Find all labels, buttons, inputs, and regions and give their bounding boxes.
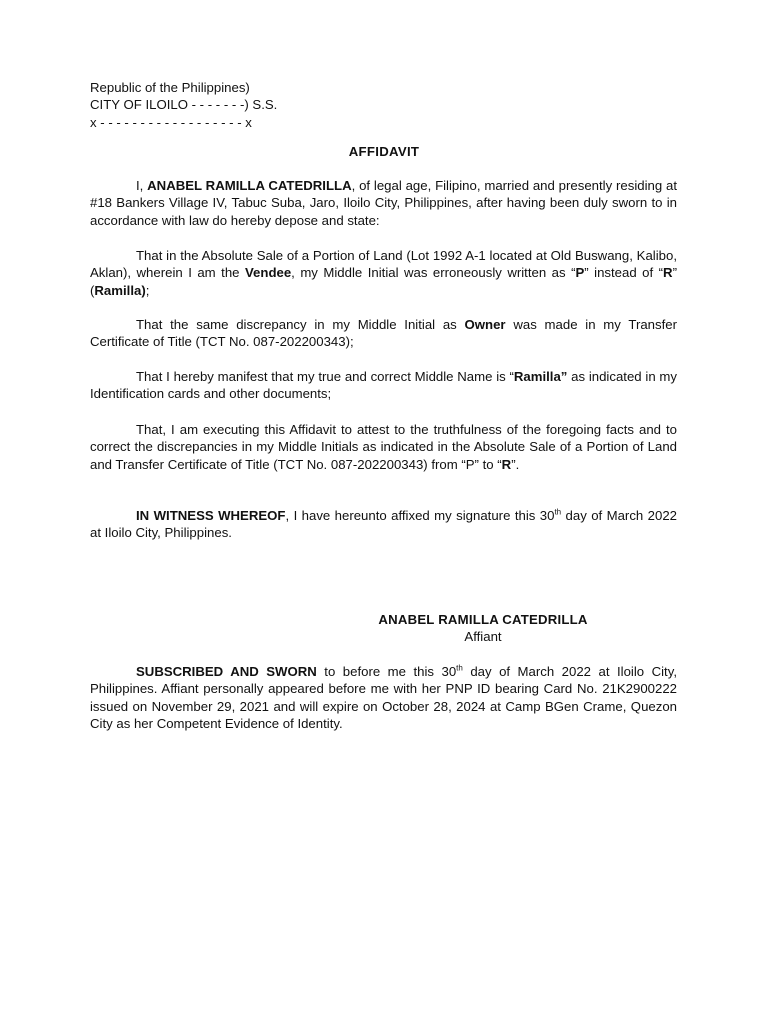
ramilla-bold: Ramilla” xyxy=(513,369,568,384)
paragraph-owner-discrepancy xyxy=(90,316,677,351)
text: was made in my Transfer Certificate of Title (TCT No. 087-202200343); xyxy=(90,317,677,350)
venue-line-separator: x - - - - - - - - - - - - - - - - - - x xyxy=(90,114,252,130)
witness-whereof-bold: IN WITNESS WHEREOF xyxy=(136,508,286,523)
affiant-signature-name: ANABEL RAMILLA CATEDRILLA xyxy=(378,612,588,627)
paragraph-true-middle-name xyxy=(90,368,677,403)
text: ” ( xyxy=(90,265,677,298)
initial-r-bold: R xyxy=(663,265,673,281)
vendee-bold: Vendee xyxy=(244,265,292,281)
signature-block xyxy=(366,611,600,646)
text: , of legal age, Filipino, married and presently residing at #18 Bankers Village IV, Tabuc Suba, Jaro, Iloilo City, Philippines, after having been duly sworn to in accordance with law do hereby depose and state: xyxy=(90,178,677,228)
text: day of March 2022 at Iloilo City, Philippines. Affiant personally appeared before me with her PNP ID bearing Card No. 21K2900222 issued on November 29, 2021 and will expire on October 28, 2024 at Camp BGen Crame, Quezon City as her Competent Evidence of Identity. xyxy=(90,664,677,732)
ordinal-suffix: th xyxy=(456,663,463,673)
text: day of March 2022 at Iloilo City, Philippines. xyxy=(90,508,677,541)
text: ”. xyxy=(511,456,520,472)
ordinal-suffix: th xyxy=(554,507,562,517)
text: , my Middle Initial was erroneously written as “ xyxy=(291,265,576,281)
paragraph-witness-whereof xyxy=(90,507,677,542)
venue-line-city: CITY OF ILOILO - - - - - - -) S.S. xyxy=(90,97,278,113)
paragraph-purpose xyxy=(90,421,677,473)
text: That, I am executing this Affidavit to attest to the truthfulness of the foregoing facts and to correct the discrepancies in my Middle Initials as indicated in the Absolute Sale of a Portion of Land and Transfer Certificate of Title (TCT No. 087-202200343) from “P” to “ xyxy=(90,422,677,472)
text: to before me this 30 xyxy=(316,664,457,679)
ramilla-bold: Ramilla) xyxy=(94,282,146,298)
initial-p-bold: P xyxy=(575,265,585,281)
venue-header xyxy=(90,79,277,131)
text: That I hereby manifest that my true and correct Middle Name is “ xyxy=(136,369,514,384)
text: ” instead of “ xyxy=(584,265,664,281)
text: That in the Absolute Sale of a Portion of Land (Lot 1992 A-1 located at Old Buswang, Kalibo, Aklan), wherein I am the xyxy=(90,248,677,281)
venue-line-republic: Republic of the Philippines) xyxy=(90,80,250,95)
owner-bold: Owner xyxy=(464,317,506,332)
subscribed-sworn-bold: SUBSCRIBED AND SWORN xyxy=(136,664,317,679)
paragraph-jurat xyxy=(90,663,677,733)
paragraph-sale-error xyxy=(90,247,677,299)
initial-r-bold: R xyxy=(501,456,512,472)
text: as indicated in my Identification cards and other documents; xyxy=(90,369,677,402)
affiant-name-bold: ANABEL RAMILLA CATEDRILLA xyxy=(147,178,352,193)
document-title: AFFIDAVIT xyxy=(348,144,420,159)
text: I, xyxy=(136,178,148,193)
text: , I have hereunto affixed my signature this 30 xyxy=(285,508,555,523)
text: ; xyxy=(145,282,150,298)
affiant-role-label: Affiant xyxy=(464,629,502,645)
paragraph-affiant-intro xyxy=(90,177,677,229)
text: That the same discrepancy in my Middle Initial as xyxy=(136,317,465,332)
